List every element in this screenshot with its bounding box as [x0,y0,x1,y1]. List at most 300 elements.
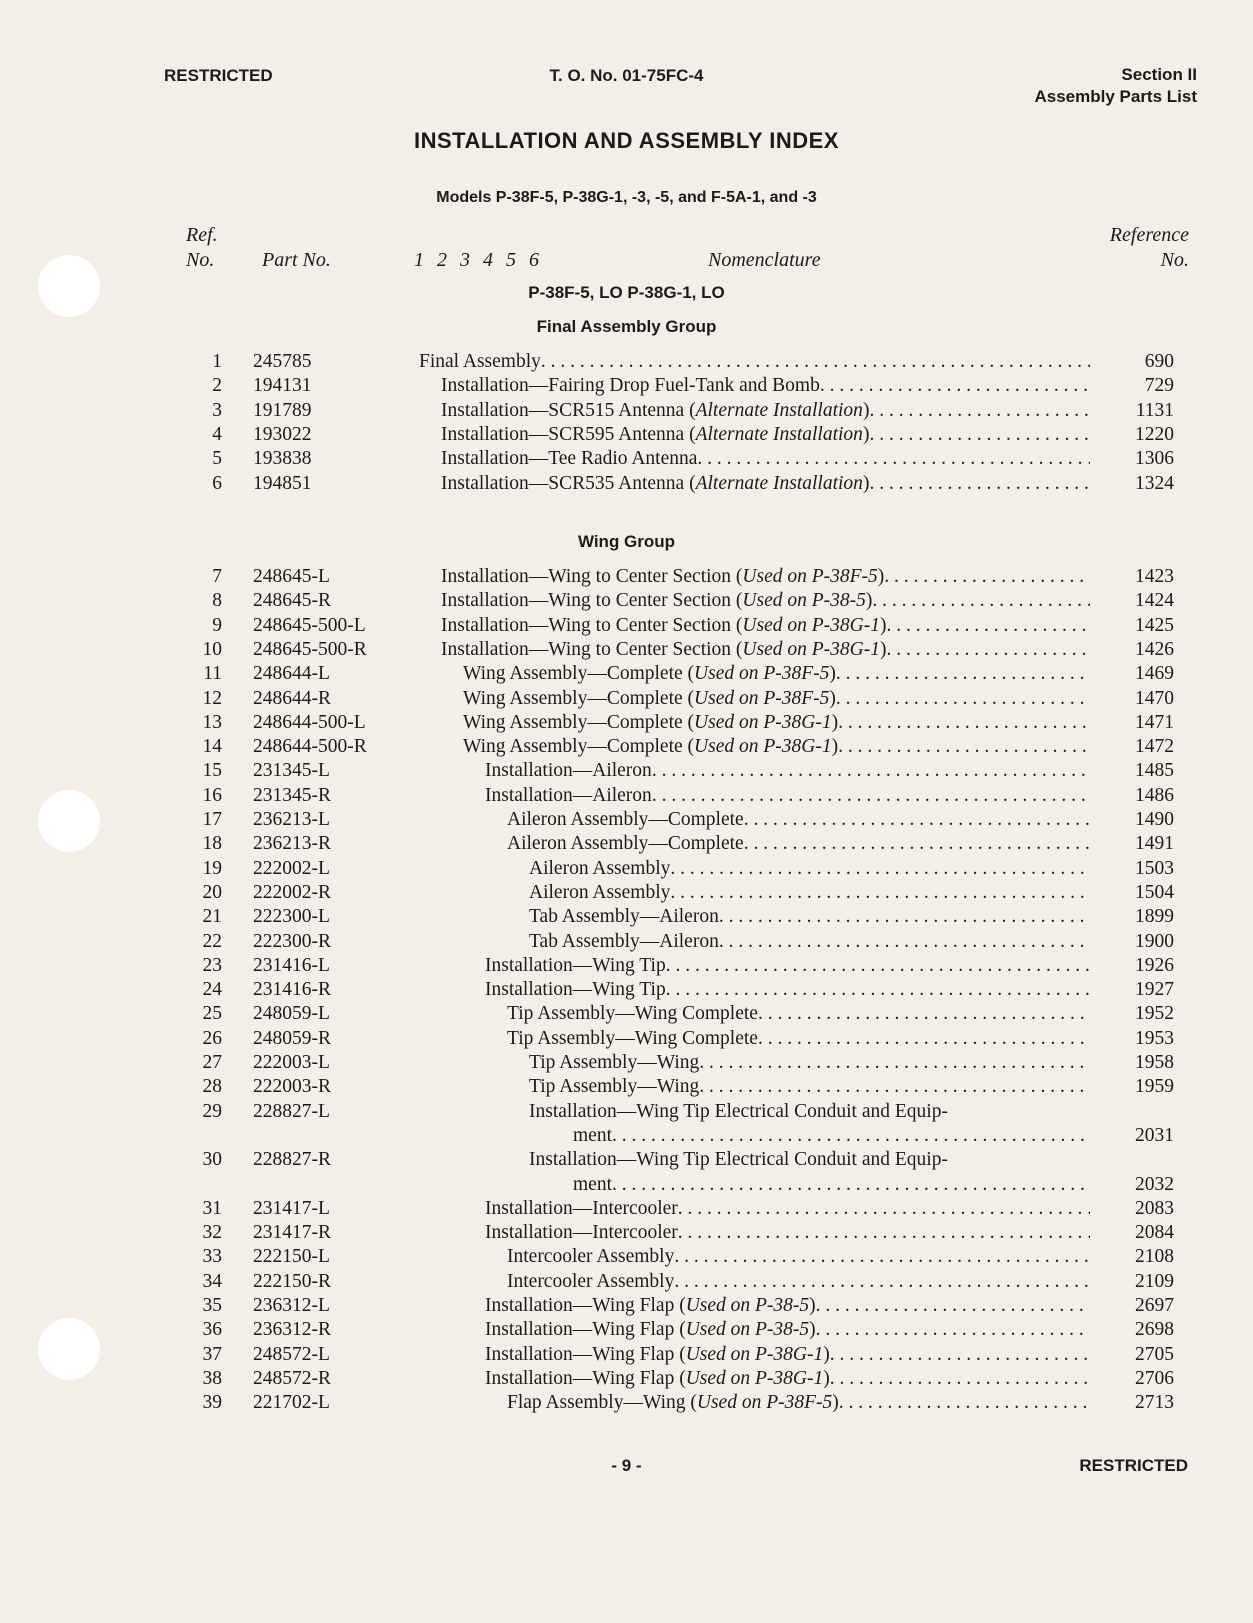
header-section [1034,64,1197,108]
nomenclature [529,857,1090,881]
reference-number: 690 [1144,351,1174,372]
leader-dots [869,399,1090,423]
table-row [0,808,1253,832]
nomenclature-text: Wing Assembly—Complete ( [463,663,695,685]
nomenclature-text: Final Assembly [419,351,541,372]
ref-number: 25 [202,1003,222,1025]
nomenclature [441,565,1090,589]
nomenclature [529,930,1090,954]
part-number: 248645-500-R [253,638,367,660]
leader-dots [719,905,1090,929]
leader-dots [872,589,1090,613]
leader-dots [612,1124,1090,1148]
nomenclature-text: ) [809,1319,816,1341]
table-row [0,711,1253,735]
ref-number: 8 [212,590,222,612]
nomenclature-italic: Used on P-38F-5 [742,566,878,587]
nomenclature-text: Flap Assembly—Wing ( [507,1392,697,1414]
nomenclature [441,374,1090,398]
part-number: 231345-R [253,784,331,806]
reference-number: 1926 [1135,954,1174,976]
table-row [0,1391,1253,1415]
nomenclature-italic: Alternate Installation [695,399,863,421]
table-row-continuation [0,1124,1253,1148]
table-row [0,399,1253,423]
nomenclature [485,954,1090,978]
nomenclature-italic: Used on P-38F-5 [696,1392,833,1414]
nomenclature [529,1075,1090,1099]
nomenclature-text: Installation—Aileron [485,784,652,806]
nomenclature-text: ) [877,566,885,587]
part-number: 231416-L [253,954,330,976]
nomenclature-text: ) [832,1392,839,1414]
nomenclature-text: ) [809,1295,816,1316]
table-row-continuation [0,1173,1253,1197]
leader-dots [838,735,1090,759]
leader-dots [758,1027,1090,1051]
nomenclature-text: Aileron Assembly [529,857,671,879]
leader-dots [744,832,1090,856]
reference-number: 1959 [1135,1076,1174,1098]
part-number: 194131 [253,375,312,397]
table-row [0,423,1253,447]
leader-dots [541,350,1090,374]
part-number: 248645-R [253,590,331,612]
part-number: 245785 [253,351,312,372]
reference-number: 1900 [1135,930,1174,952]
nomenclature [507,1027,1090,1051]
table-row [0,930,1253,954]
table-row [0,1075,1253,1099]
nomenclature [441,423,1090,447]
part-number: 248572-R [253,1367,331,1389]
leader-dots [674,1270,1090,1294]
leader-dots [670,857,1090,881]
part-number: 231345-L [253,760,330,782]
table-row [0,1100,1253,1124]
reference-number: 1503 [1135,857,1174,879]
part-number: 193838 [253,448,312,470]
reference-number: 2108 [1135,1246,1174,1268]
ref-number: 5 [212,448,222,470]
ref-number: 7 [212,566,222,587]
leader-dots [836,662,1090,686]
nomenclature-italic: Used on P-38G-1 [694,711,832,733]
nomenclature [485,1343,1090,1367]
table-row [0,1051,1253,1075]
nomenclature-text: ) [862,399,870,421]
model-heading: P-38F-5, LO P-38G-1, LO [528,283,725,302]
ref-number: 4 [212,423,222,445]
leader-dots [836,687,1090,711]
part-number: 231417-R [253,1222,331,1244]
ref-number: 33 [202,1246,222,1268]
leader-dots [830,1367,1090,1391]
nomenclature-text: Installation—SCR535 Antenna ( [441,472,696,494]
nomenclature-text: Installation—Aileron [485,760,652,782]
part-number: 248572-L [253,1343,330,1365]
table-row [0,1270,1253,1294]
ref-number: 38 [202,1367,222,1389]
nomenclature-text: Installation—Wing Flap ( [485,1319,686,1341]
table-row [0,978,1253,1002]
leader-dots [652,759,1090,783]
reference-number: 1491 [1135,833,1174,855]
nomenclature-text: ment [573,1173,612,1195]
column-header-ref-line2: No. [186,249,215,271]
header-section-line1: Section II [1121,65,1197,84]
leader-dots [869,472,1090,496]
nomenclature [485,1318,1090,1342]
nomenclature-text: Tab Assembly—Aileron [529,930,719,952]
part-number: 193022 [253,423,312,445]
table-row [0,374,1253,398]
column-header-reference-line1: Reference [1109,224,1189,246]
leader-dots [886,614,1090,638]
header-section-line2: Assembly Parts List [1034,87,1197,106]
part-number: 228827-R [253,1149,331,1171]
reference-number: 1426 [1135,638,1174,660]
part-number: 222003-R [253,1076,331,1098]
reference-number: 2083 [1135,1197,1174,1219]
leader-dots [699,1051,1090,1075]
nomenclature [441,399,1090,423]
nomenclature [485,978,1090,1002]
part-number: 248644-L [253,663,330,685]
ref-number: 10 [202,638,222,660]
nomenclature-continuation [573,1124,1090,1148]
nomenclature-text: Tip Assembly—Wing Complete [507,1003,758,1025]
part-number: 248645-500-L [253,614,366,636]
nomenclature-italic: Used on P-38G-1 [685,1343,824,1365]
nomenclature [507,832,1090,856]
reference-number: 1424 [1135,590,1174,612]
leader-dots [816,1294,1090,1318]
column-header-digits: 1 2 3 4 5 6 [414,249,543,271]
column-header-ref [186,223,218,273]
nomenclature-text: Installation—Wing Flap ( [485,1295,686,1316]
nomenclature [507,1270,1090,1294]
leader-dots [666,954,1090,978]
column-header-reference [1110,223,1189,273]
nomenclature-text: ) [823,1343,830,1365]
leader-dots [674,1245,1090,1269]
reference-number: 1958 [1135,1052,1174,1073]
nomenclature [419,350,1090,374]
reference-number: 1472 [1135,736,1174,758]
nomenclature-italic: Used on P-38G-1 [742,638,880,660]
nomenclature [507,808,1090,832]
table-row [0,687,1253,711]
ref-number: 19 [202,857,222,879]
reference-number: 1899 [1135,906,1174,928]
table-row [0,350,1253,374]
table-row [0,1318,1253,1342]
nomenclature-text: Installation—Wing Tip [485,979,666,1001]
part-number: 228827-L [253,1100,330,1122]
nomenclature-text: Installation—SCR515 Antenna ( [441,399,696,421]
nomenclature-italic: Used on P-38-5 [685,1319,810,1341]
nomenclature-text: Installation—Wing to Center Section ( [441,566,743,587]
nomenclature [441,472,1090,496]
column-header-part: Part No. [262,249,331,271]
leader-dots [699,1075,1090,1099]
leader-dots [678,1197,1090,1221]
reference-number: 1425 [1135,614,1174,636]
reference-number: 729 [1144,375,1174,397]
ref-number: 22 [202,930,222,952]
table-row [0,735,1253,759]
ref-number: 36 [202,1319,222,1341]
nomenclature-text: Aileron Assembly—Complete [507,833,744,855]
nomenclature-italic: Alternate Installation [695,472,863,494]
header-to-number: T. O. No. 01-75FC-4 [549,66,704,85]
nomenclature [529,1051,1090,1075]
models-line: Models P-38F-5, P-38G-1, -3, -5, and F-5A-1, and -3 [436,189,817,206]
nomenclature [463,735,1090,759]
nomenclature-text: ) [865,590,873,612]
ref-number: 20 [202,881,222,903]
part-number: 248644-R [253,687,331,709]
part-number: 248645-L [253,566,330,587]
part-number: 194851 [253,472,312,494]
ref-number: 15 [202,760,222,782]
ref-number: 24 [202,979,222,1001]
footer-classification: RESTRICTED [1079,1456,1188,1475]
reference-number: 1324 [1135,472,1174,494]
nomenclature-text: Installation—Wing to Center Section ( [441,638,743,660]
ref-number: 17 [202,809,222,830]
nomenclature-text: Installation—Intercooler [485,1197,678,1219]
reference-number: 2031 [1135,1124,1174,1146]
ref-number: 26 [202,1027,222,1049]
part-number: 222150-L [253,1246,330,1268]
ref-number: 18 [202,833,222,855]
reference-number: 2697 [1135,1295,1174,1316]
ref-number: 14 [202,736,222,758]
nomenclature-text: Installation—Wing Flap ( [485,1343,686,1365]
column-header-ref-line1: Ref. [186,224,218,246]
nomenclature-italic: Used on P-38G-1 [685,1367,824,1389]
nomenclature-italic: Used on P-38F-5 [694,687,830,709]
nomenclature-text: Tip Assembly—Wing Complete [507,1027,758,1049]
part-number: 236312-L [253,1295,330,1316]
header-classification: RESTRICTED [164,66,273,85]
table-row [0,759,1253,783]
leader-dots [884,565,1090,589]
reference-number: 2109 [1135,1270,1174,1292]
ref-number: 2 [212,375,222,397]
ref-number: 1 [212,351,222,372]
part-number: 222300-L [253,906,330,928]
part-number: 222150-R [253,1270,331,1292]
ref-number: 16 [202,784,222,806]
leader-dots [820,374,1090,398]
nomenclature [485,1294,1090,1318]
table-row [0,472,1253,496]
column-header-nomenclature: Nomenclature [708,249,821,271]
table-row [0,1245,1253,1269]
table-row [0,638,1253,662]
nomenclature-italic: Alternate Installation [695,423,863,445]
nomenclature-text: Aileron Assembly [529,881,671,903]
reference-number: 1927 [1135,979,1174,1001]
ref-number: 11 [203,663,222,685]
reference-number: 1469 [1135,663,1174,685]
nomenclature-text: Wing Assembly—Complete ( [463,736,695,758]
ref-number: 13 [202,711,222,733]
ref-number: 3 [212,399,222,421]
part-number: 231417-L [253,1197,330,1219]
nomenclature [485,1367,1090,1391]
reference-number: 1953 [1135,1027,1174,1049]
leader-dots [838,711,1090,735]
nomenclature-text: ) [829,687,836,709]
nomenclature-text: Installation—Wing to Center Section ( [441,614,743,636]
nomenclature-text: ) [829,663,836,685]
table-row [0,1002,1253,1026]
leader-dots [830,1343,1090,1367]
ref-number: 32 [202,1222,222,1244]
table-row [0,614,1253,638]
table-row [0,1148,1253,1172]
nomenclature-text: Installation—SCR595 Antenna ( [441,423,696,445]
nomenclature-italic: Used on P-38-5 [685,1295,810,1316]
table-row [0,1027,1253,1051]
nomenclature [441,638,1090,662]
table-row [0,447,1253,471]
table-row [0,784,1253,808]
reference-number: 1485 [1135,760,1174,782]
nomenclature [529,1148,1090,1172]
nomenclature-text: ) [862,472,870,494]
nomenclature-text: Installation—Intercooler [485,1222,678,1244]
leader-dots [839,1391,1090,1415]
nomenclature [485,1197,1090,1221]
table-row [0,857,1253,881]
table-row [0,565,1253,589]
table-row [0,954,1253,978]
nomenclature [529,905,1090,929]
nomenclature [485,1221,1090,1245]
nomenclature-italic: Used on P-38-5 [742,590,866,612]
leader-dots [758,1002,1090,1026]
ref-number: 34 [202,1270,222,1292]
part-number: 248644-500-R [253,736,367,758]
nomenclature-text: Tip Assembly—Wing [529,1076,700,1098]
part-number: 248644-500-L [253,711,366,733]
nomenclature-text: Installation—Wing Tip Electrical Conduit and Equip- [529,1149,948,1171]
leader-dots [666,978,1090,1002]
group-heading: Wing Group [577,532,676,551]
reference-number: 1220 [1135,423,1174,445]
column-header-reference-line2: No. [1160,249,1189,271]
nomenclature-italic: Used on P-38G-1 [742,614,880,636]
nomenclature-text: ) [879,614,887,636]
reference-number: 2032 [1135,1173,1174,1195]
part-number: 221702-L [253,1392,330,1414]
nomenclature-text: ) [879,638,887,660]
reference-number: 1504 [1135,881,1174,903]
leader-dots [886,638,1090,662]
reference-number: 1471 [1135,711,1174,733]
nomenclature-text: ) [862,423,870,445]
ref-number: 35 [202,1295,222,1316]
table-row [0,905,1253,929]
table-row [0,662,1253,686]
ref-number: 31 [202,1197,222,1219]
ref-number: 21 [202,906,222,928]
nomenclature-text: ) [831,711,839,733]
ref-number: 29 [202,1100,222,1122]
nomenclature-text: Installation—Wing Tip Electrical Conduit and Equip- [529,1100,948,1122]
nomenclature [529,1100,1090,1124]
nomenclature [507,1002,1090,1026]
part-number: 248059-R [253,1027,331,1049]
part-number: 236213-R [253,833,331,855]
nomenclature-text: Tab Assembly—Aileron [529,906,719,928]
part-number: 222300-R [253,930,331,952]
nomenclature-text: Installation—Fairing Drop Fuel-Tank and Bomb [441,375,820,397]
reference-number: 2084 [1135,1222,1174,1244]
table-row [0,1221,1253,1245]
ref-number: 27 [202,1052,222,1073]
part-number: 222002-L [253,857,330,879]
table-row [0,881,1253,905]
nomenclature [485,759,1090,783]
ref-number: 6 [212,472,222,494]
nomenclature [507,1391,1090,1415]
part-number: 236312-R [253,1319,331,1341]
nomenclature-text: Installation—Wing Tip [485,954,666,976]
nomenclature-text: ) [823,1367,830,1389]
nomenclature-text: Installation—Tee Radio Antenna [441,448,698,470]
nomenclature-text: ) [831,736,839,758]
page-title: INSTALLATION AND ASSEMBLY INDEX [414,128,839,153]
nomenclature [485,784,1090,808]
part-number: 222003-L [253,1052,330,1073]
nomenclature [463,711,1090,735]
nomenclature-text: Aileron Assembly—Complete [507,809,744,830]
nomenclature-text: ment [573,1124,612,1146]
table-row [0,1294,1253,1318]
page-number: - 9 - [611,1456,642,1475]
nomenclature-text: Tip Assembly—Wing [529,1052,700,1073]
leader-dots [816,1318,1090,1342]
nomenclature [463,687,1090,711]
table-row [0,1343,1253,1367]
ref-number: 9 [212,614,222,636]
nomenclature-text: Installation—Wing Flap ( [485,1367,686,1389]
table-row [0,1197,1253,1221]
ref-number: 12 [202,687,222,709]
nomenclature-text: Intercooler Assembly [507,1246,675,1268]
ref-number: 28 [202,1076,222,1098]
part-number: 231416-R [253,979,331,1001]
part-number: 248059-L [253,1003,330,1025]
nomenclature [441,447,1090,471]
reference-number: 1486 [1135,784,1174,806]
reference-number: 2698 [1135,1319,1174,1341]
nomenclature [507,1245,1090,1269]
nomenclature-text: Wing Assembly—Complete ( [463,711,695,733]
ref-number: 30 [202,1149,222,1171]
leader-dots [744,808,1090,832]
reference-number: 1306 [1135,448,1174,470]
nomenclature-italic: Used on P-38F-5 [694,663,830,685]
nomenclature [441,589,1090,613]
reference-number: 1423 [1135,566,1174,587]
